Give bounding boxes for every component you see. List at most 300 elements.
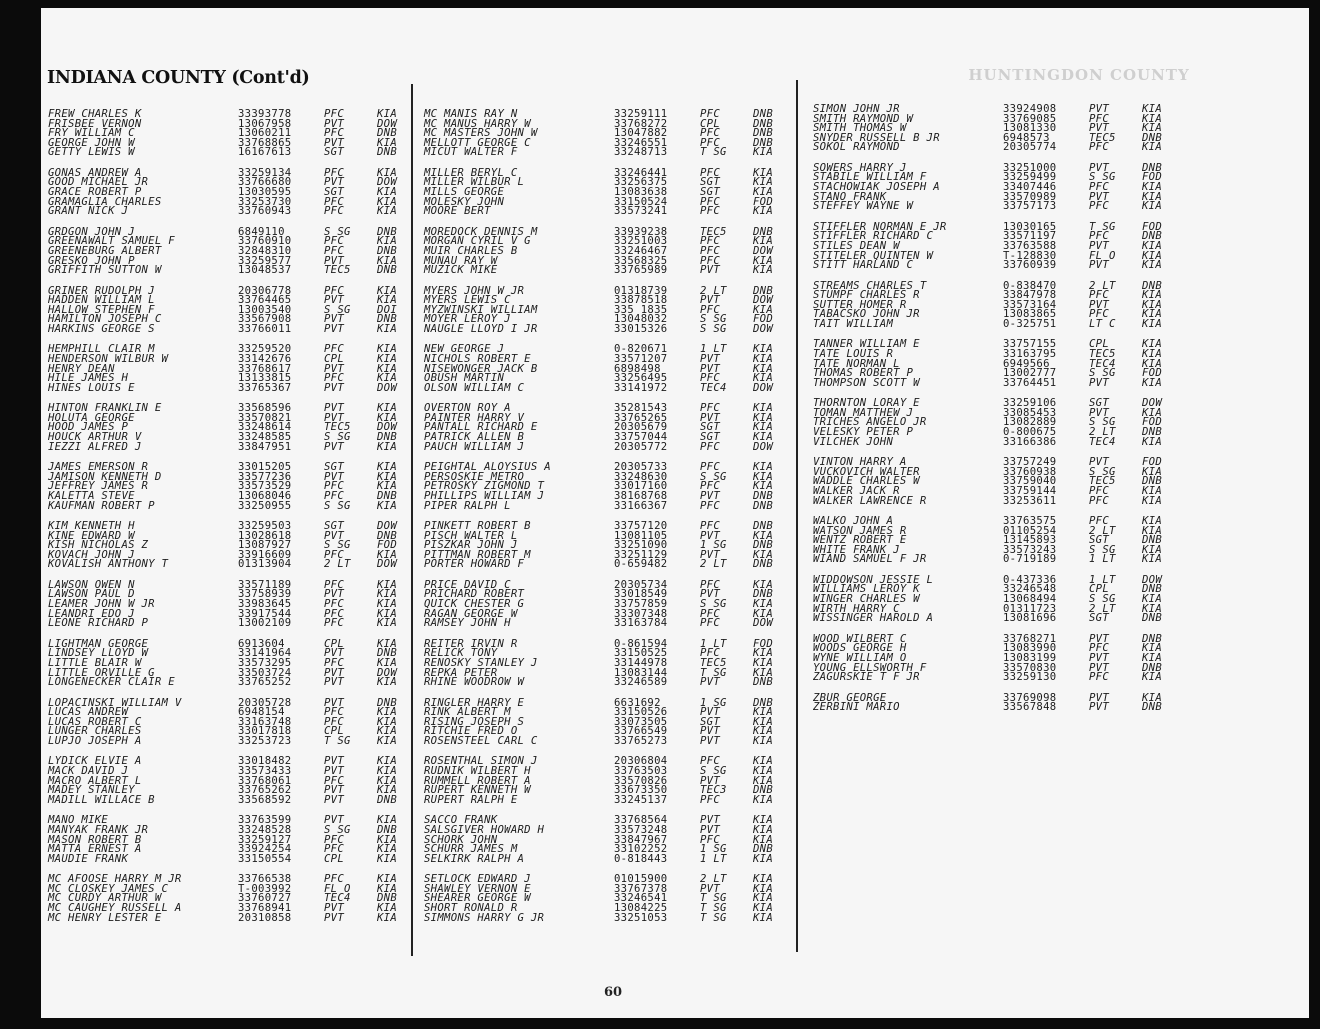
entry-serial: 33251090 [614,539,668,552]
entry-status: KIA [753,343,774,356]
entry-serial: 33253730 [238,195,292,208]
entry-serial: 33917544 [238,607,292,620]
entry-rank: PFC [324,843,345,856]
entry-status: KIA [1142,651,1163,664]
entry-serial: 01313904 [238,558,292,571]
entry-name: TAIT WILLIAM [813,317,894,330]
roster-group [48,225,406,277]
entry-name: WINGER CHARLES W [813,593,920,606]
entry-rank: SGT [700,176,721,189]
entry-name: SCHURR JAMES M [424,843,518,856]
entry-serial: 01105254 [1003,524,1057,537]
entry-status: DOW [377,176,398,189]
entry-rank: PFC [324,489,345,502]
entry-serial: 33878518 [614,294,668,307]
entry-name: SIMMONS HARRY G JR [424,911,545,924]
entry-status: KIA [753,666,774,679]
roster-group [48,875,406,923]
entry-status: KIA [377,166,398,179]
entry-name: MC HENRY LESTER E [48,911,162,924]
entry-status: KIA [377,617,398,630]
entry-rank: SGT [324,146,345,159]
entry-serial: 33759144 [1003,484,1057,497]
entry-serial: 33916609 [238,548,292,561]
entry-status: DNB [1142,612,1163,625]
entry-rank: S SG [1089,593,1116,606]
entry-rank: PFC [700,254,721,267]
entry-status: KIA [753,892,774,905]
entry-status: FOD [1142,171,1163,184]
entry-name: STREAMS CHARLES T [813,279,927,292]
entry-name: LUCAS ANDREW [48,706,129,719]
entry-name: QUICK CHESTER G [424,598,525,611]
entry-name: OVERTON ROY A [424,402,511,415]
entry-serial: 33924254 [238,843,292,856]
entry-rank: PVT [324,402,345,415]
entry-rank: TEC4 [1089,357,1116,370]
entry-status: KIA [1142,543,1163,556]
entry-status: KIA [753,205,774,218]
entry-name: NISEWONGER JACK B [424,362,538,375]
entry-status: KIA [1142,494,1163,507]
entry-rank: S SG [324,539,351,552]
entry-name: WENTZ ROBERT E [813,534,907,547]
entry-rank: PFC [1089,642,1110,655]
entry-status: KIA [377,833,398,846]
entry-rank: S SG [700,313,727,326]
entry-rank: PVT [324,362,345,375]
entry-name: ZERBINI MARIO [813,701,900,714]
entry-name: SACCO FRANK [424,814,498,827]
entry-status: KIA [377,715,398,728]
entry-rank: SGT [324,520,345,533]
entry-status: KIA [1142,484,1163,497]
entry-rank: PFC [324,235,345,248]
entry-rank: PVT [324,136,345,149]
entry-status: KIA [1142,317,1163,330]
entry-name: MELLOTT GEORGE C [424,136,531,149]
entry-status: DNB [377,313,398,326]
entry-rank: PVT [324,901,345,914]
roster-entry [813,261,1173,271]
entry-status: KIA [753,303,774,316]
entry-status: KIA [377,402,398,415]
entry-name: FREW CHARLES K [48,108,142,120]
entry-rank: PFC [324,127,345,140]
entry-serial: 6948573 [1003,131,1050,144]
entry-rank: PVT [324,765,345,778]
entry-serial: 33150525 [614,647,668,660]
entry-serial: 33245137 [614,793,668,806]
entry-name: YOUNG ELLSWORTH F [813,661,927,674]
entry-status: KIA [753,176,774,189]
entry-rank: PVT [324,666,345,679]
entry-name: MASON ROBERT B [48,833,142,846]
entry-name: NEW GEORGE J [424,343,505,356]
entry-serial: 33163748 [238,715,292,728]
entry-serial: 33573241 [614,205,668,218]
entry-rank: PFC [700,195,721,208]
entry-rank: PFC [324,706,345,719]
roster-group [424,875,782,923]
entry-rank: 1 LT [1089,573,1116,586]
entry-status: KIA [1142,435,1163,448]
roster-entry [813,143,1173,153]
entry-name: PISZKAR JOHN J [424,539,518,552]
entry-status: KIA [753,755,774,768]
entry-rank: TEC5 [324,421,351,434]
entry-serial: 335 1835 [614,303,668,316]
entry-name: FRY WILLIAM C [48,127,135,140]
entry-name: ZBUR GEORGE [813,691,887,704]
entry-name: STACHOWIAK JOSEPH A [813,181,940,194]
entry-status: DOW [753,381,774,394]
entry-status: KIA [1142,103,1163,115]
entry-serial: 33246541 [614,892,668,905]
entry-rank: S SG [324,225,351,238]
entry-status: KIA [377,706,398,719]
entry-status: KIA [377,195,398,208]
entry-serial: 33768564 [614,814,668,827]
entry-status: KIA [1142,259,1163,272]
entry-rank: PVT [324,254,345,267]
roster-entry [813,317,1173,330]
roster-group [48,110,406,158]
entry-serial: 33768061 [238,774,292,787]
entry-rank: PVT [324,176,345,189]
entry-name: ROSENSTEEL CARL C [424,734,538,747]
entry-rank: S SG [324,499,351,512]
entry-name: RUPERT RALPH E [424,793,518,806]
entry-status: DNB [377,244,398,257]
entry-status: KIA [1142,190,1163,203]
entry-status: KIA [1142,348,1163,361]
entry-rank: PVT [324,313,345,326]
entry-serial: 33253723 [238,734,292,747]
entry-rank: TEC5 [1089,475,1116,488]
entry-rank: S SG [1089,171,1116,184]
entry-serial: 33251129 [614,548,668,561]
entry-serial: T-003992 [238,882,292,895]
entry-rank: PVT [324,676,345,689]
entry-status: DOW [377,666,398,679]
entry-rank: PVT [700,882,721,895]
entry-rank: 1 SG [700,539,727,552]
entry-serial: 33757249 [1003,456,1057,469]
entry-rank: PFC [324,873,345,886]
entry-status: DNB [753,117,774,130]
entry-rank: 1 LT [700,343,727,356]
roster-group [48,166,406,218]
entry-name: LINDSEY LLOYD W [48,647,149,660]
entry-status: DOW [377,421,398,434]
entry-name: GRACE ROBERT P [48,186,142,199]
entry-name: MILLER WILBUR L [424,176,525,189]
entry-name: RINGLER HARRY E [424,696,525,709]
entry-name: PINKETT ROBERT B [424,520,531,533]
entry-status: KIA [377,755,398,768]
entry-rank: PVT [700,353,721,366]
entry-name: LONGENECKER CLAIR E [48,676,175,689]
entry-rank: S SG [324,823,351,836]
entry-rank: PVT [324,117,345,130]
entry-serial: 20306804 [614,755,668,768]
entry-serial: 20310858 [238,911,292,924]
entry-serial: 33763599 [238,814,292,827]
entry-rank: S SG [700,470,727,483]
entry-rank: PFC [700,166,721,179]
roster-entry [813,673,1173,683]
entry-status: KIA [1142,515,1163,528]
entry-name: PERSOSKIE METRO [424,470,525,483]
entry-name: GONAS ANDREW A [48,166,142,179]
entry-status: KIA [753,911,774,924]
entry-serial: 33142676 [238,353,292,366]
entry-status: KIA [753,480,774,493]
entry-serial: 13060211 [238,127,292,140]
entry-status: DNB [753,843,774,856]
entry-status: DOW [377,381,398,394]
entry-name: OBUSH MARTIN [424,372,505,385]
entry-rank: PFC [1089,494,1110,507]
entry-status: DNB [377,489,398,502]
entry-rank: S SG [1089,465,1116,478]
entry-name: GRANT NICK J [48,205,129,218]
entry-serial: 33766538 [238,873,292,886]
entry-rank: PFC [324,774,345,787]
roster-entry [48,440,406,453]
entry-rank: PFC [700,755,721,768]
entry-status: KIA [753,411,774,424]
entry-serial: 33259577 [238,254,292,267]
entry-serial: 33567848 [1003,701,1057,714]
entry-serial: 33259503 [238,520,292,533]
entry-status: KIA [377,578,398,591]
roster-group [48,404,406,452]
entry-rank: PVT [1089,632,1110,645]
entry-status: KIA [377,461,398,474]
roster-column-2 [424,110,782,934]
entry-name: HALLOW STEPHEN F [48,303,155,316]
entry-status: KIA [753,734,774,747]
entry-name: MADEY STANLEY [48,784,135,797]
roster-entry [48,560,406,570]
entry-serial: 33924908 [1003,103,1057,115]
entry-rank: PFC [700,440,721,453]
entry-serial: 33760943 [238,205,292,218]
entry-name: FRISBEE VERNON [48,117,142,130]
entry-rank: T SG [324,734,351,747]
entry-status: KIA [377,784,398,797]
roster-entry [424,911,782,924]
entry-serial: 33256375 [614,176,668,189]
entry-status: KIA [753,656,774,669]
entry-rank: PFC [700,520,721,533]
entry-name: PAUCH WILLIAM J [424,440,525,453]
entry-status: KIA [1142,465,1163,478]
entry-status: KIA [377,440,398,453]
entry-status: DOW [1142,573,1163,586]
roster-group [48,522,406,570]
roster-entry [424,499,782,512]
entry-rank: PVT [1089,103,1110,115]
entry-name: STILES DEAN W [813,239,900,252]
entry-name: HARKINS GEORGE S [48,322,155,335]
roster-entry [424,322,782,335]
entry-serial: 33150524 [614,195,668,208]
entry-rank: PFC [700,136,721,149]
entry-name: RUMMELL ROBERT A [424,774,531,787]
entry-status: KIA [377,765,398,778]
roster-entry [424,440,782,453]
entry-serial: 33983645 [238,598,292,611]
entry-status: KIA [1142,553,1163,566]
entry-status: KIA [377,372,398,385]
entry-name: SHORT RONALD R [424,901,518,914]
entry-rank: SGT [324,461,345,474]
entry-serial: 33150526 [614,706,668,719]
entry-status: KIA [753,166,774,179]
entry-name: ZAGURSKIE T F JR [813,671,920,684]
entry-serial: 35281543 [614,402,668,415]
entry-name: TABACSKO JOHN JR [813,308,920,321]
entry-name: MACK DAVID J [48,765,129,778]
entry-status: DOW [377,520,398,533]
entry-rank: PFC [700,499,721,512]
entry-serial: 33570830 [1003,661,1057,674]
entry-name: PITTMAN ROBERT M [424,548,531,561]
entry-rank: PVT [324,793,345,806]
entry-name: STITELER QUINTEN W [813,249,934,262]
entry-serial: 33259111 [614,108,668,120]
entry-rank: CPL [324,725,345,738]
entry-status: KIA [1142,338,1163,351]
entry-rank: PVT [324,784,345,797]
entry-rank: PFC [1089,200,1110,213]
entry-status: KIA [1142,298,1163,311]
entry-name: LUPJO JOSEPH A [48,734,142,747]
entry-status: KIA [377,470,398,483]
entry-status: KIA [377,774,398,787]
entry-rank: PFC [700,833,721,846]
entry-rank: PFC [700,793,721,806]
entry-rank: S SG [324,303,351,316]
entry-status: KIA [753,607,774,620]
entry-name: THOMPSON SCOTT W [813,376,920,389]
entry-status: DNB [1142,475,1163,488]
entry-rank: T SG [700,911,727,924]
entry-serial: 33259127 [238,833,292,846]
entry-name: HENRY DEAN [48,362,115,375]
entry-status: KIA [753,578,774,591]
entry-status: KIA [377,676,398,689]
entry-name: SALSGIVER HOWARD H [424,823,545,836]
entry-status: DNB [377,647,398,660]
entry-rank: T SG [700,146,727,159]
entry-serial: 33259130 [1003,671,1057,684]
entry-serial: 33017818 [238,725,292,738]
entry-name: HOOD JAMES P [48,421,129,434]
entry-name: HOLUTA GEORGE [48,411,135,424]
entry-rank: PFC [700,402,721,415]
roster-entry [424,207,782,217]
roster-group [424,345,782,393]
entry-name: GRDGON JOHN J [48,225,135,238]
entry-name: VINTON HARRY A [813,456,907,469]
entry-rank: PFC [324,578,345,591]
entry-name: MACRO ALBERT L [48,774,142,787]
roster-group [48,637,406,689]
entry-status: DOW [753,244,774,257]
entry-rank: SGT [700,715,721,728]
entry-name: RUDNIK WILBERT H [424,765,531,778]
entry-rank: PVT [324,470,345,483]
entry-serial: 33250955 [238,499,292,512]
entry-status: DNB [1142,701,1163,714]
entry-serial: 32848310 [238,244,292,257]
entry-rank: PFC [1089,112,1110,125]
entry-name: PATRICK ALLEN B [424,431,525,444]
entry-name: NAUGLE LLOYD I JR [424,322,538,335]
entry-rank: PFC [700,244,721,257]
entry-rank: PFC [700,480,721,493]
entry-rank: TEC4 [1089,435,1116,448]
entry-name: THOMAS ROBERT P [813,367,914,380]
entry-serial: 13028618 [238,529,292,542]
entry-serial: 33571197 [1003,230,1057,243]
entry-rank: SGT [324,186,345,199]
entry-serial: 13082889 [1003,416,1057,429]
entry-name: HAMILTON JOSEPH C [48,313,162,326]
entry-rank: 2 LT [324,558,351,571]
entry-name: RINK ALBERT M [424,706,511,719]
entry-name: SETLOCK EDWARD J [424,873,531,886]
roster-group [424,637,782,689]
entry-serial: 33248630 [614,470,668,483]
entry-status: KIA [377,186,398,199]
entry-name: LEONE RICHARD P [48,617,149,630]
entry-name: JAMISON KENNETH D [48,470,162,483]
entry-rank: PFC [324,833,345,846]
entry-name: KOVACH JOHN J [48,548,135,561]
entry-serial: 33248585 [238,431,292,444]
entry-status: DNB [1142,131,1163,144]
entry-status: KIA [753,264,774,277]
entry-name: SHAWLEY VERNON E [424,882,531,895]
entry-serial: 33765367 [238,381,292,394]
entry-serial: 33573295 [238,656,292,669]
entry-status: KIA [377,607,398,620]
entry-serial: 33577236 [238,470,292,483]
entry-status: KIA [753,186,774,199]
entry-rank: PFC [324,244,345,257]
entry-serial: 33246589 [614,676,668,689]
entry-status: KIA [1142,112,1163,125]
roster-group [48,578,406,630]
entry-rank: TEC5 [700,225,727,238]
entry-rank: PVT [324,588,345,601]
entry-serial: 33307348 [614,607,668,620]
entry-serial: 20305774 [1003,141,1057,154]
entry-status: KIA [753,146,774,159]
entry-status: FOD [377,539,398,552]
entry-status: KIA [377,108,398,120]
entry-serial: 33673350 [614,784,668,797]
entry-name: JAMES EMERSON R [48,461,149,474]
entry-status: DNB [377,823,398,836]
entry-serial: 33248528 [238,823,292,836]
roster-group [813,458,1173,506]
